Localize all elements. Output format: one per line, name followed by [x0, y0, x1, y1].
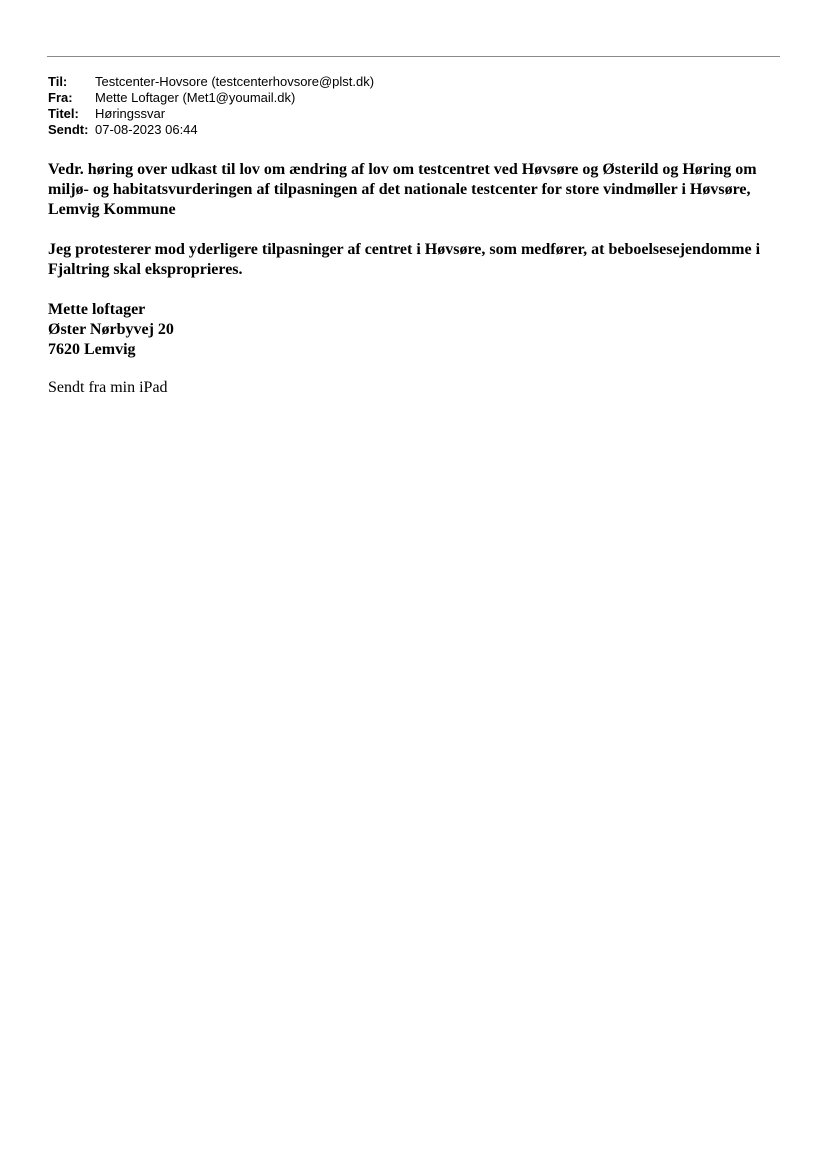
- sent-value: 07-08-2023 06:44: [95, 122, 198, 137]
- signature-name: Mette loftager: [48, 301, 146, 318]
- signature-city: 7620 Lemvig: [48, 341, 136, 358]
- title-label: Titel:: [48, 106, 79, 121]
- header-row-sent: [48, 122, 374, 138]
- header-row-title: [48, 106, 374, 122]
- from-value: Mette Loftager (Met1@youmail.dk): [95, 90, 296, 105]
- from-label: Fra:: [48, 90, 73, 105]
- signature-street: Øster Nørbyvej 20: [48, 321, 174, 338]
- email-headers: [48, 74, 374, 138]
- to-label: Til:: [48, 74, 68, 89]
- to-value: Testcenter-Hovsore (testcenterhovsore@plst.dk): [95, 74, 375, 89]
- header-row-to: [48, 74, 374, 90]
- sent-label: Sendt:: [48, 122, 89, 137]
- header-divider: [47, 56, 780, 57]
- sent-from-footer: Sendt fra min iPad: [48, 379, 168, 396]
- header-row-from: [48, 90, 374, 106]
- title-value: Høringssvar: [95, 106, 166, 121]
- signature-block: [48, 300, 174, 360]
- subject-paragraph: Vedr. høring over udkast til lov om ændring af lov om testcentret ved Høvsøre og Østerild og Høring om miljø- og habitatsvurderingen af tilpasningen af det nationale testcenter for store vindmøller i Høvsøre, Lemvig Kommune: [48, 161, 757, 218]
- body-paragraph: Jeg protesterer mod yderligere tilpasninger af centret i Høvsøre, som medfører, at beboelsesejendomme i Fjaltring skal eksproprieres.: [48, 241, 761, 278]
